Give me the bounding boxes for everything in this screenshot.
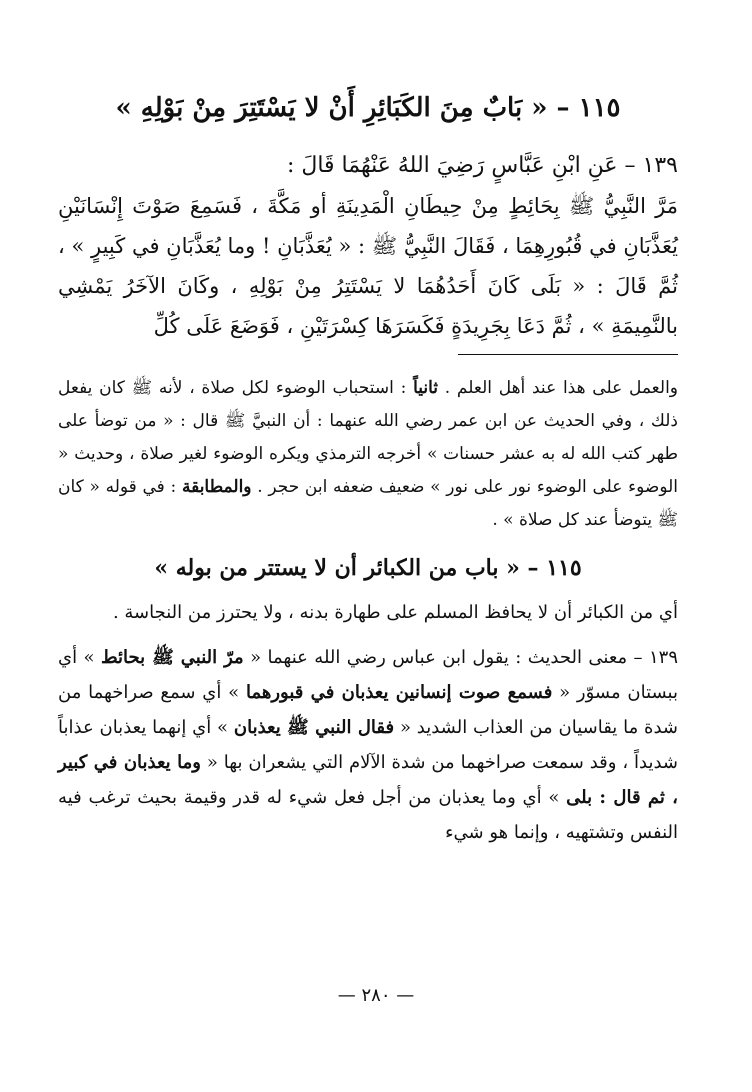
commentary-quote: مرّ النبي ﷺ بحائط (100, 646, 244, 668)
page-number: — ٢٨٠ — (337, 985, 415, 1006)
commentary-quote: وما يعذبان في كبير ، ثم قال : بلى (58, 751, 678, 808)
commentary-paragraph (58, 640, 678, 850)
commentary-text: » أي ببستان مسوّر « (58, 646, 679, 703)
hadith-text: مَرَّ النَّبِيُّ ﷺ بِحَائِطٍ مِنْ حِيطَانِ الْمَدِينَةِ أو مَكَّةَ ، فَسَمِعَ صَوْتَ إِنْسَانَيْنِ يُعَذَّبَانِ في قُبُورِهِمَا ، فَقَالَ النَّبِيُّ ﷺ : « يُعَذَّبَانِ ! وما يُعَذَّبَانِ في كَبِيرٍ » ، ثُمَّ قَالَ : « بَلَى كَانَ أَحَدُهُمَا لا يَسْتَتِرُ مِنْ بَوْلِهِ ، وكَانَ الآخَرُ يَمْشِي بالنَّمِيمَةِ » ، ثُمَّ دَعَا بِجَرِيدَةٍ فَكَسَرَهَا كِسْرَتَيْنِ ، فَوَضَعَ عَلَى كُلِّ (58, 193, 678, 338)
commentary-text: » أي إنهما يعذبان عذاباً شديداً ، وقد سمعت صراخهما من شدة الآلام التي يشعران بها « (58, 716, 678, 773)
commentary-block (58, 595, 678, 850)
commentary-text: ١٣٩ – معنى الحديث : يقول ابن عباس رضي الله عنهما « (250, 646, 678, 668)
footnote-label-correspondence: والمطابقة (181, 476, 252, 497)
commentary-quote: فقال النبي ﷺ يعذبان (233, 716, 395, 738)
commentary-text: » أي وما يعذبان من أجل فعل شيء له قدر وقيمة بحيث ترغب فيه النفس وتشتهيه ، وإنما هو شيء (58, 786, 678, 843)
book-page (58, 78, 678, 850)
hadith-narrator-line: ١٣٩ – عَنِ ابْنِ عَبَّاسٍ رَضِيَ اللهُ عَنْهُمَا قَالَ : (286, 152, 678, 178)
footnote-label-second: ثانياً (413, 377, 439, 398)
commentary-heading: ١١٥ – « باب من الكبائر أن لا يستتر من بوله » (154, 554, 582, 581)
footnote-part-2: : استحباب الوضوء لكل صلاة ، لأنه ﷺ كان يفعل ذلك ، وفي الحديث عن ابن عمر رضي الله عنهما : أن النبيَّ ﷺ قال : « من توضأ على طهر كتب الله له به عشر حسنات » أخرجه الترمذي ويكره الوضوء لغير صلاة ، وحديث « الوضوء على الوضوء نور على نور » ضعيف ضعفه ابن حجر . (58, 377, 679, 497)
commentary-intro: أي من الكبائر أن لا يحافظ المسلم على طهارة بدنه ، ولا يحترز من النجاسة . (112, 601, 678, 623)
footnote-block (58, 372, 678, 537)
hadith-block (58, 146, 678, 346)
footnote-divider (458, 354, 678, 355)
footnote-part-1: والعمل على هذا عند أهل العلم . (444, 377, 678, 398)
chapter-heading: ١١٥ – « بَابٌ مِنَ الكَبَائِرِ أَنْ لا يَسْتَتِرَ مِنْ بَوْلِهِ » (115, 93, 621, 123)
footnote-part-3: : في قوله « كان ﷺ يتوضأ عند كل صلاة » . (58, 476, 678, 530)
commentary-quote: فسمع صوت إنسانين يعذبان في قبورهما (245, 681, 553, 703)
commentary-text: » أي سمع صراخهما من شدة ما يقاسيان من العذاب الشديد « (58, 681, 679, 738)
